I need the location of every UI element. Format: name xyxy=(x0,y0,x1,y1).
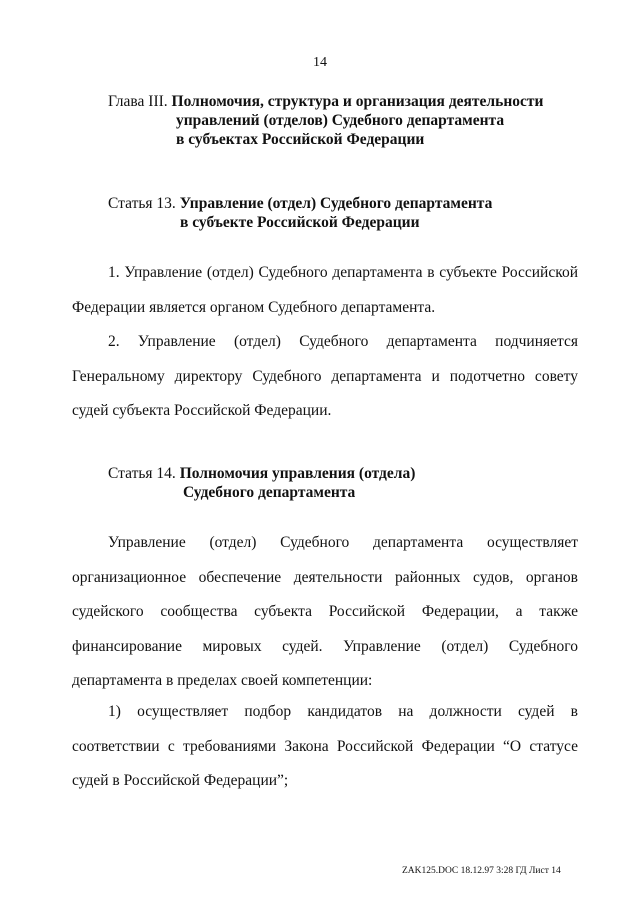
article-13-title-line-1: Управление (отдел) Судебного департамента xyxy=(179,195,493,212)
article-14-heading xyxy=(108,464,415,502)
chapter-number: Глава III. xyxy=(108,93,172,110)
document-footer: ZAK125.DOC 18.12.97 3:28 ГД Лист 14 xyxy=(402,866,561,876)
chapter-title-line-3: в субъектах Российской Федерации xyxy=(176,131,425,148)
article-13-paragraph-1: 1. Управление (отдел) Судебного департамента в субъекте Российской Федерации является органом Судебного департамента. xyxy=(72,264,578,316)
article-14-paragraph-2: 1) осуществляет подбор кандидатов на должности судей в соответствии с требованиями Закона Российской Федерации “О статусе судей в Российской Федерации”; xyxy=(72,703,578,789)
article-14-title-line-2: Судебного департамента xyxy=(183,484,356,501)
article-13-heading xyxy=(108,194,492,232)
article-14-paragraph-1: Управление (отдел) Судебного департамента осуществляет организационное обеспечение деятельности районных судов, органов судейского сообщества субъекта Российской Федерации, а также финансирование мировых судей. Управление (отдел) Судебного департамента в пределах своей компетенции: xyxy=(72,534,578,689)
chapter-heading xyxy=(108,92,543,149)
article-13-number: Статья 13. xyxy=(108,195,180,212)
page-number: 14 xyxy=(313,55,327,70)
article-14-title-line-1: Полномочия управления (отдела) xyxy=(179,465,416,482)
chapter-title-line-2: управлений (отделов) Судебного департамента xyxy=(176,112,505,129)
article-13-paragraph-2: 2. Управление (отдел) Судебного департамента подчиняется Генеральному директору Судебного департамента и подотчетно совету судей субъекта Российской Федерации. xyxy=(72,333,578,419)
chapter-title-line-1: Полномочия, структура и организация деятельности xyxy=(171,93,544,110)
article-13-title-line-2: в субъекте Российской Федерации xyxy=(180,214,420,231)
article-14-number: Статья 14. xyxy=(108,465,180,482)
